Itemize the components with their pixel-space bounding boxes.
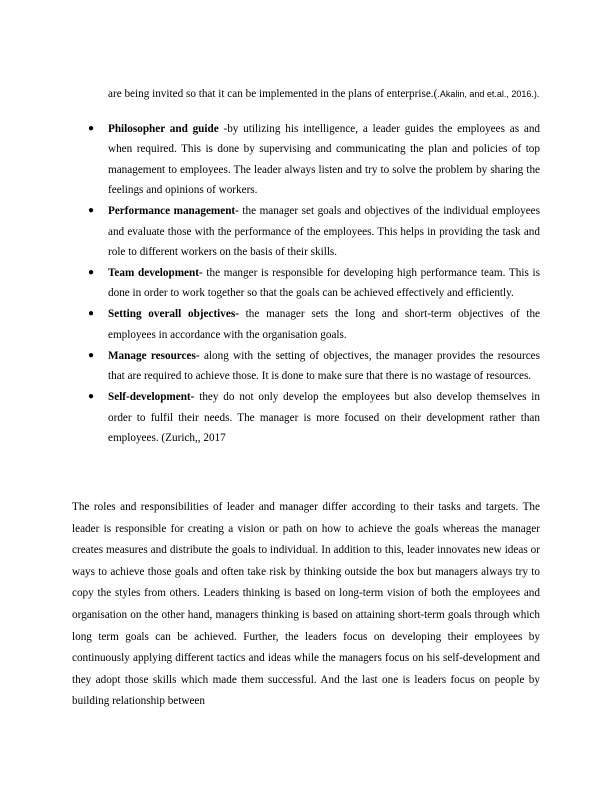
bullet-term: Self-development-: [108, 391, 195, 404]
body-paragraph: The roles and responsibilities of leader and manager differ according to their tasks and targets. The leader is responsible for creating a vision or path on how to achieve the goals whereas the manager creates measures and distribute the goals to individual. In addition to this, leader innovates new ideas or ways to achieve those goals and often take risk by thinking outside the box but managers always try to copy the styles from others. Leaders thinking is based on long-term vision of both the employees and organisation on the other hand, managers thinking is based on attaining short-term goals through which long term goals can be achieved. Further, the leaders focus on developing their employees by continuously applying different tactics and ideas while the managers focus on his self-development and they adopt those skills which made them successful. And the last one is leaders focus on people by building relationship between: [72, 501, 540, 708]
bullet-icon: ●: [88, 349, 95, 361]
bullet-text: -by utilizing his intelligence, a leader guides the employees as and when required. This is done by supervising and communicating the plan and policies of top management to employees. The leader always listen and try to solve the problem by sharing the feelings and opinions of workers.: [108, 123, 541, 197]
bullet-icon: ●: [88, 205, 95, 217]
bullet-icon: ●: [88, 308, 95, 320]
citation: .Akalin, and et.al., 2016.).: [437, 89, 540, 99]
bullet-text: the manager set goals and objectives of the individual employees and evaluate those with the performance of the employees. This helps in providing the task and role to different workers on the basis of their skills.: [108, 205, 540, 259]
continuation-body: are being invited so that it can be implemented in the plans of enterprise.(: [108, 88, 438, 100]
list-item: [88, 304, 541, 345]
bullet-text: the manager sets the long and short-term objectives of the employees in accordance with the organisation goals.: [108, 308, 541, 341]
bullet-icon: ●: [88, 123, 95, 134]
bullet-icon: ●: [88, 391, 95, 403]
list-item: [88, 387, 540, 448]
bullet-text: they do not only develop the employees but also develop themselves in order to fulfil their needs. The manager is more focused on their development rather than employees. (Zurich,, 2017: [108, 391, 540, 445]
list-item: [88, 201, 540, 262]
bullet-term: Setting overall objectives-: [108, 308, 239, 321]
list-item: [88, 119, 541, 201]
continuation-text: [108, 84, 540, 104]
bullet-term: Team development-: [108, 267, 203, 280]
list-item: [88, 263, 540, 304]
bullet-text: along with the setting of objectives, the manager provides the resources that are required to achieve those. It is done to make sure that there is no wastage of resources.: [108, 349, 540, 383]
bullet-list: [88, 119, 541, 449]
list-item: [88, 346, 540, 387]
bullet-term: Philosopher and guide: [108, 123, 219, 135]
bullet-term: Manage resources-: [108, 349, 200, 362]
bullet-term: Performance management-: [108, 205, 239, 218]
bullet-text: the manger is responsible for developing high performance team. This is done in order to work together so that the goals can be achieved effectively and efficiently.: [108, 267, 540, 300]
bullet-icon: ●: [88, 267, 95, 279]
